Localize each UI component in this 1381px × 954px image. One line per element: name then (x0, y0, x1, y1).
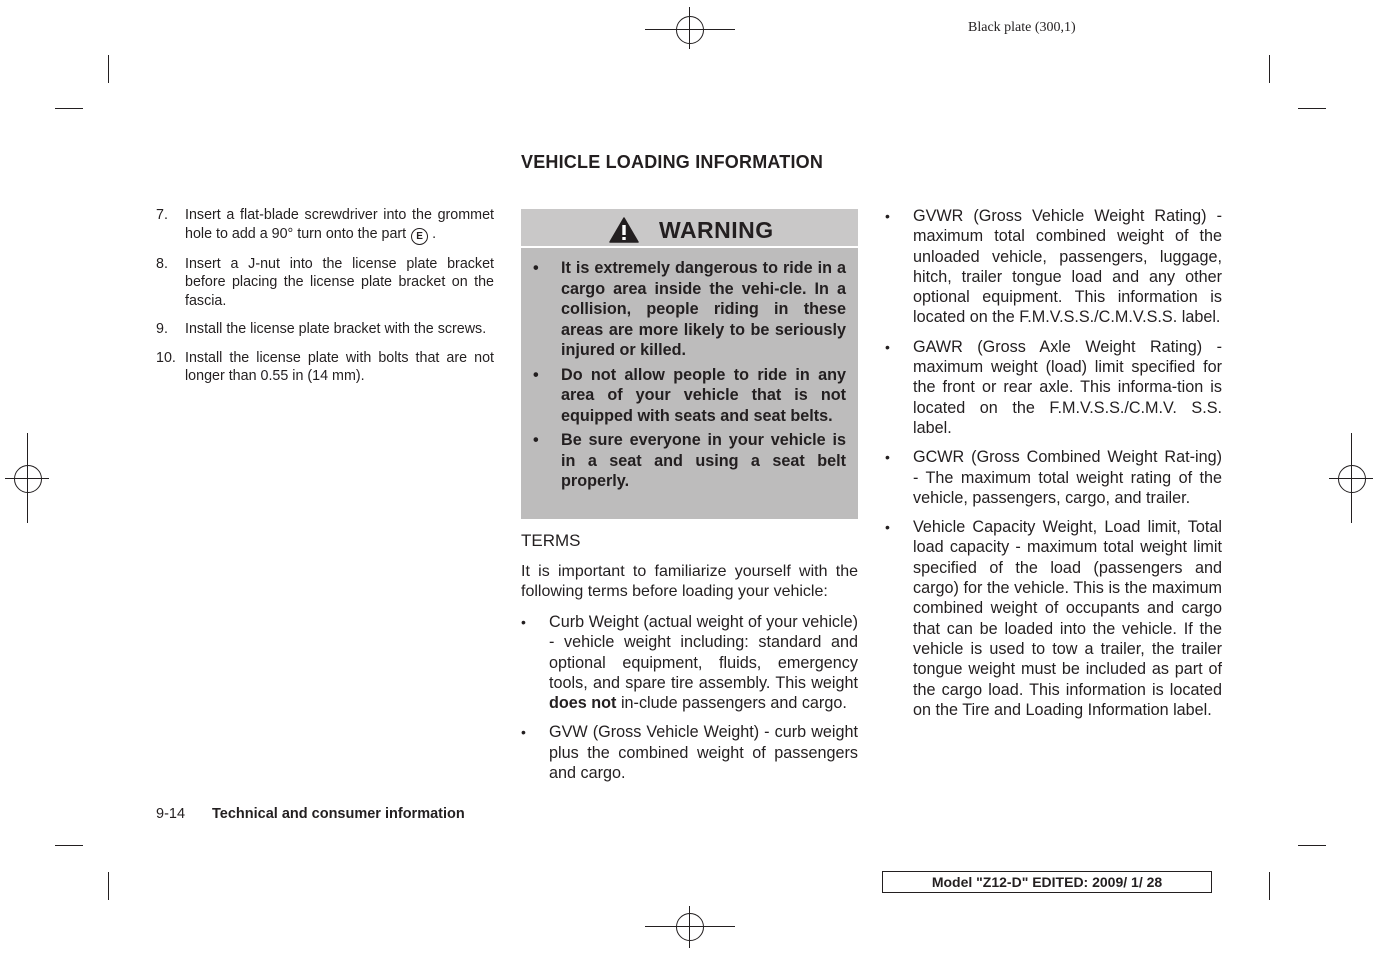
warning-list (533, 258, 846, 496)
weight-terms-list (885, 206, 1222, 729)
section-title: VEHICLE LOADING INFORMATION (521, 152, 824, 172)
terms-list (521, 612, 858, 792)
installation-steps (156, 206, 494, 396)
warning-triangle-icon (609, 217, 639, 243)
term-emphasis: does not (549, 694, 617, 713)
warning-box (521, 209, 858, 519)
list-item: • Be sure everyone in your vehicle is in a seat and using a seat belt properly. (533, 430, 846, 492)
step-number: 7. (156, 207, 168, 223)
step-text: Install the license plate bracket with the screws. (185, 321, 487, 337)
list-item: • GCWR (Gross Combined Weight Rat-ing) - The maximum total weight rating of the vehicle, passengers, cargo, and trailer. (885, 447, 1222, 508)
step-number: 8. (156, 255, 168, 272)
warning-header (521, 209, 858, 248)
list-item: • GVWR (Gross Vehicle Weight Rating) - maximum total combined weight of the unloaded vehicle, passengers, luggage, hitch, trailer tongue load and any other optional equipment. This information is located on the F.M.V.S.S./C.M.V.S.S. label. (885, 206, 1222, 328)
warning-title: WARNING (659, 217, 774, 243)
list-item: • Do not allow people to ride in any area of your vehicle that is not equipped with seats and seat belts. (533, 365, 846, 427)
model-edit-stamp: Model "Z12-D" EDITED: 2009/ 1/ 28 (882, 871, 1212, 893)
plate-label: Black plate (300,1) (968, 20, 1076, 35)
part-e-icon: E (411, 228, 428, 245)
terms-intro: It is important to familiarize yourself with the following terms before loading your vehicle: (521, 563, 858, 601)
step-text: Insert a J-nut into the license plate bracket before placing the license plate bracket on the fascia. (185, 255, 494, 309)
step-number: 10. (156, 349, 176, 366)
step-end: . (432, 225, 437, 242)
terms-heading: TERMS (521, 531, 581, 550)
list-item: • It is extremely dangerous to ride in a cargo area inside the vehi-cle. In a collision, people riding in these areas are more likely to be seriously injured or killed. (533, 258, 846, 361)
list-item: • Vehicle Capacity Weight, Load limit, Total load capacity - maximum total weight limit specified of the load (passengers and cargo) for the vehicle. This is the maximum combined weight of occupants and cargo that can be loaded into the vehicle. If the vehicle is used to tow a trailer, the trailer tongue weight must be included as part of the cargo load. This information is located on the Tire and Loading Information label. (885, 517, 1222, 720)
list-item (521, 612, 858, 713)
list-item (156, 320, 494, 339)
list-item (156, 349, 494, 386)
list-item (156, 206, 494, 245)
list-item: • GAWR (Gross Axle Weight Rating) - maximum weight (load) limit specified for the front or rear axle. This informa-tion is located on the F.M.V.S.S./C.M.V. S.S. label. (885, 337, 1222, 438)
list-item (156, 255, 494, 311)
term-text: in-clude passengers and cargo. (616, 694, 847, 713)
chapter-title: Technical and consumer information (212, 806, 465, 822)
term-text: Curb Weight (actual weight of your vehicle) - vehicle weight including: standard and optional equipment, fluids, emergency tools, and spare tire assembly. This weight (549, 613, 858, 692)
step-text: Insert a flat-blade screwdriver into the grommet hole to add a 90° turn onto the part (185, 207, 494, 242)
step-text: Install the license plate with bolts that are not longer than 0.55 in (14 mm). (185, 349, 494, 384)
step-number: 9. (156, 321, 168, 337)
list-item: • GVW (Gross Vehicle Weight) - curb weight plus the combined weight of passengers and cargo. (521, 722, 858, 783)
page-number: 9-14 (156, 806, 186, 822)
